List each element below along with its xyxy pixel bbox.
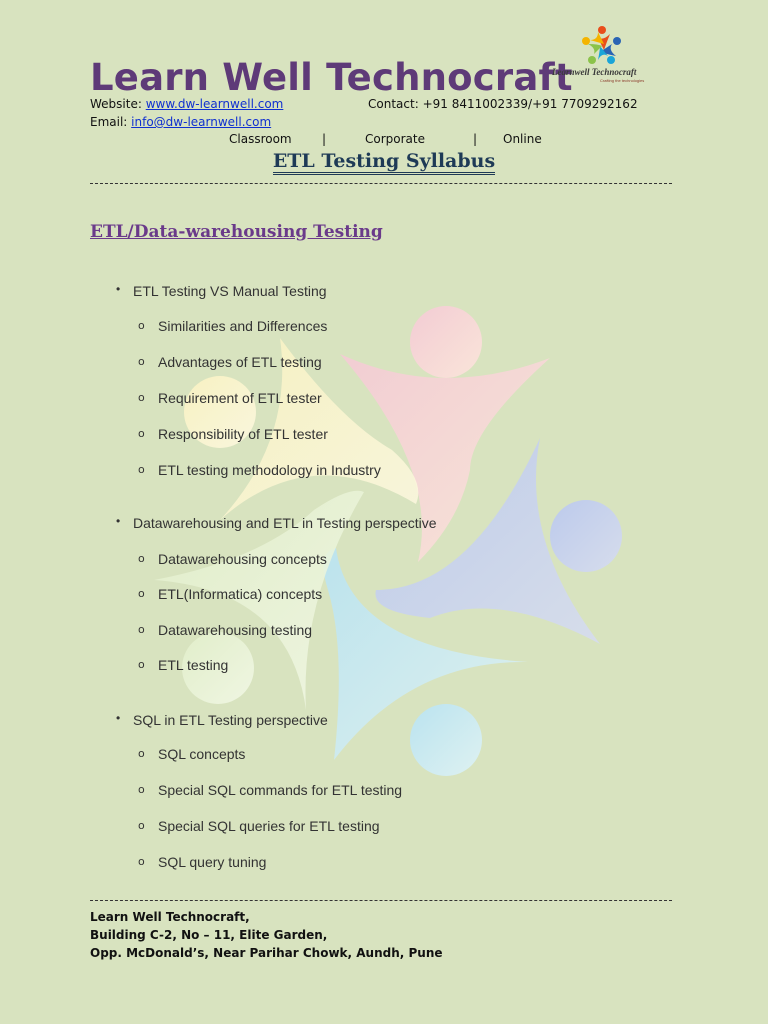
brand-title: Learn Well Technocraft: [90, 56, 573, 99]
list-item-label: Advantages of ETL testing: [158, 354, 322, 370]
list-item-label: ETL(Informatica) concepts: [158, 586, 323, 602]
contact-value: +91 8411002339/+91 7709292162: [422, 97, 638, 111]
website-link[interactable]: www.dw-learnwell.com: [145, 97, 284, 111]
list-item-label: Similarities and Differences: [158, 318, 328, 334]
list-item-label: Responsibility of ETL tester: [158, 426, 328, 442]
bullet-icon: •: [116, 711, 121, 725]
list-item: [138, 854, 266, 870]
list-item: [138, 462, 381, 478]
email-link[interactable]: info@dw-learnwell.com: [131, 115, 272, 129]
sub-bullet-icon: o: [138, 552, 145, 565]
sub-bullet-icon: o: [138, 658, 145, 671]
sub-bullet-icon: o: [138, 319, 145, 332]
list-item: [138, 551, 327, 567]
list-item: [138, 390, 322, 406]
sub-bullet-icon: o: [138, 427, 145, 440]
sub-bullet-icon: o: [138, 463, 145, 476]
logo-tagline: Crafting the technologies: [600, 78, 645, 83]
sub-bullet-icon: o: [138, 855, 145, 868]
email-label: Email:: [90, 115, 128, 129]
list-item-label: ETL testing methodology in Industry: [158, 462, 381, 478]
topic-bullet: [116, 283, 327, 299]
sub-bullet-icon: o: [138, 391, 145, 404]
list-item: [138, 657, 228, 673]
footer-company: Learn Well Technocraft,: [90, 910, 250, 924]
email-line: [90, 115, 271, 129]
sub-bullet-icon: o: [138, 783, 145, 796]
header-divider: [90, 183, 672, 184]
topic-bullet: [116, 712, 328, 728]
topic-label: ETL Testing VS Manual Testing: [133, 283, 327, 299]
section-title: ETL/Data-warehousing Testing: [90, 222, 383, 242]
footer-address-line-1: Building C-2, No – 11, Elite Garden,: [90, 928, 328, 942]
sub-bullet-icon: o: [138, 747, 145, 760]
list-item: [138, 818, 380, 834]
topic-label: SQL in ETL Testing perspective: [133, 712, 328, 728]
mode-corporate: Corporate: [365, 132, 425, 146]
list-item-label: Special SQL queries for ETL testing: [158, 818, 380, 834]
logo-text: Learnwell Technocraft: [552, 67, 637, 77]
sub-bullet-icon: o: [138, 623, 145, 636]
sub-bullet-icon: o: [138, 355, 145, 368]
website-line: [90, 97, 283, 111]
list-item-label: SQL concepts: [158, 746, 246, 762]
topic-label: Datawarehousing and ETL in Testing perspective: [133, 515, 437, 531]
mode-separator: |: [322, 132, 327, 146]
list-item: [138, 782, 402, 798]
list-item-label: Datawarehousing concepts: [158, 551, 327, 567]
list-item: [138, 586, 322, 602]
contact-label: Contact:: [368, 97, 419, 111]
sub-bullet-icon: o: [138, 819, 145, 832]
mode-online: Online: [503, 132, 542, 146]
sub-bullet-icon: o: [138, 587, 145, 600]
website-label: Website:: [90, 97, 142, 111]
footer-address-line-2: Opp. McDonald’s, Near Parihar Chowk, Aundh, Pune: [90, 946, 443, 960]
bullet-icon: •: [116, 282, 121, 296]
list-item-label: Datawarehousing testing: [158, 622, 313, 638]
mode-classroom: Classroom: [229, 132, 292, 146]
topic-bullet: [116, 515, 437, 531]
list-item-label: Special SQL commands for ETL testing: [158, 782, 403, 798]
page-title: [0, 150, 768, 172]
mode-separator: |: [473, 132, 478, 146]
list-item: [138, 426, 328, 442]
contact-line: [368, 97, 638, 111]
page-title-text: ETL Testing Syllabus: [273, 150, 495, 175]
bullet-icon: •: [116, 514, 121, 528]
footer-divider: [90, 900, 672, 901]
list-item: [138, 746, 245, 762]
list-item-label: ETL testing: [158, 657, 229, 673]
list-item: [138, 622, 312, 638]
list-item-label: Requirement of ETL tester: [158, 390, 322, 406]
list-item-label: SQL query tuning: [158, 854, 267, 870]
list-item: [138, 354, 322, 370]
list-item: [138, 318, 327, 334]
